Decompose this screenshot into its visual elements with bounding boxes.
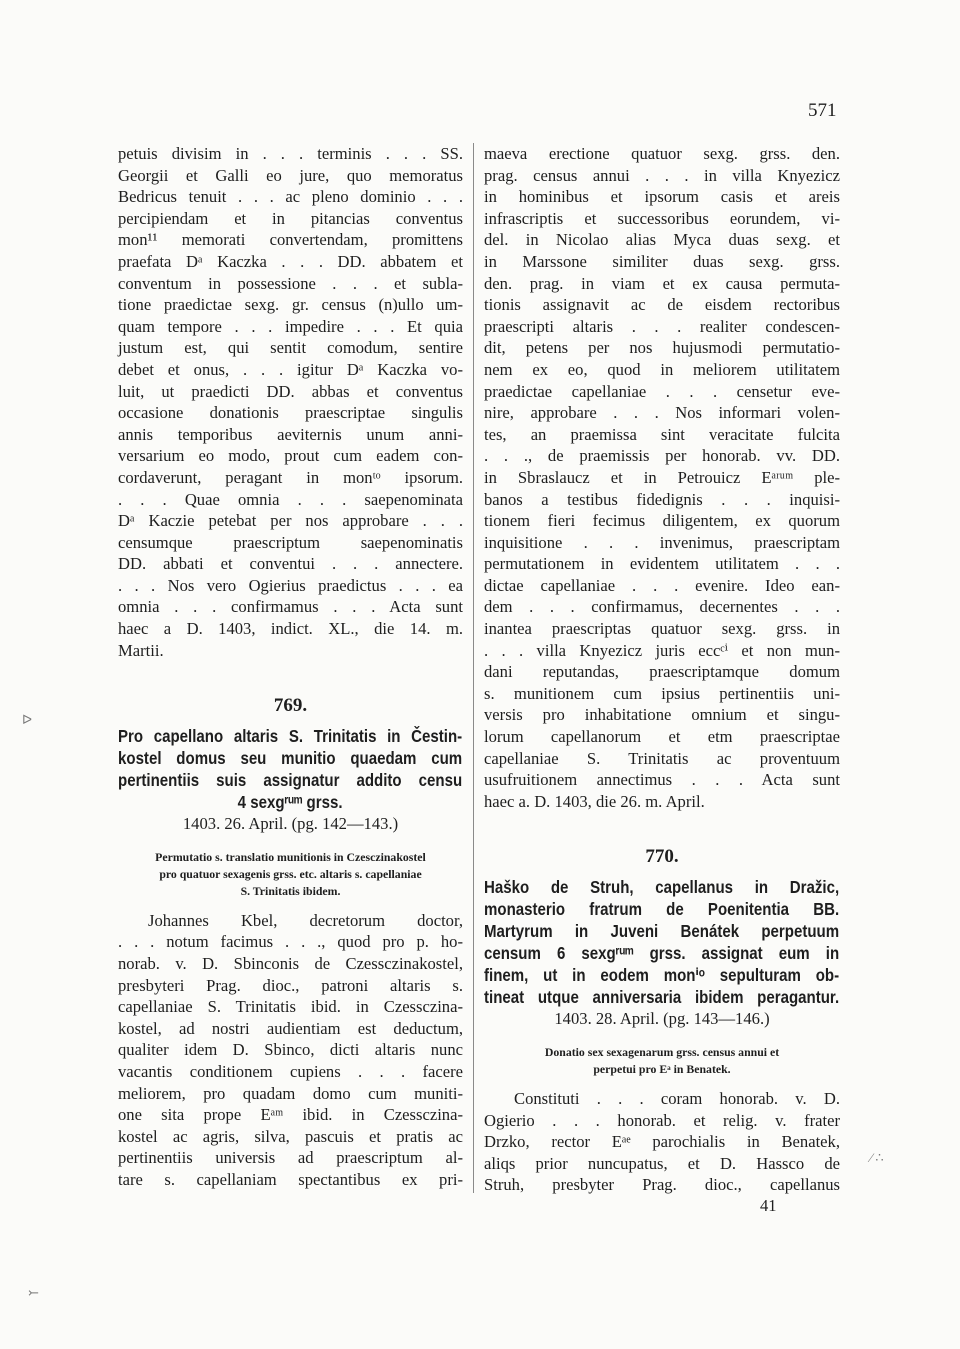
- text-line: Drzko, rector Eᵃᵉ parochialis in Benatek,: [484, 1132, 840, 1152]
- text-line: nem ex eo, quod in meliorem utilitatem: [484, 359, 840, 379]
- text-line: . . . Nos vero Ogierius praedictus . . . ea: [118, 575, 463, 595]
- summary-line: S. Trinitatis ibidem.: [240, 883, 341, 898]
- text-line: one sita prope Eᵃᵐ ibid. in Czessczina-: [118, 1105, 463, 1125]
- text-line: haec a D. 1403, indict. XL., die 14. m.: [118, 619, 463, 639]
- text-line: . . . Quae omnia . . . saepenominata: [118, 489, 463, 509]
- text-line: vacantis conditionem cupiens . . . facere: [118, 1062, 463, 1081]
- text-line: Dᵃ Kaczie petebat per nos approbare . . .: [118, 511, 463, 531]
- left-continuation-text: [118, 143, 463, 661]
- text-line: Ogierio . . . honorab. et relig. v. frater: [484, 1110, 840, 1130]
- text-line: justum est, qui sentit comodum, sentire: [118, 338, 463, 358]
- text-line: DD. abbati et conventui . . . annectere.: [118, 554, 463, 574]
- text-line: praescripti altaris . . . realiter condescen-: [484, 316, 840, 336]
- title-line: censum 6 sexgʳᵘᵐ grss. assignat eum in: [484, 943, 840, 964]
- text-line: quam tempore . . . impedire . . . Et quia: [118, 316, 463, 336]
- text-line: mon¹¹ memorati convertendam, promittens: [118, 230, 463, 250]
- title-line: kostel domus seu munitio quaedam cum: [118, 748, 463, 769]
- scan-mark: ᐅ: [22, 712, 32, 727]
- text-line: haec a. D. 1403, die 26. m. April.: [484, 791, 705, 811]
- document-body-770: [484, 1088, 840, 1196]
- text-line: aliqs prior nuncupatus, et D. Hassco de: [484, 1153, 840, 1173]
- scan-mark: ⤚: [28, 1285, 39, 1300]
- text-line: meliorem, pro quadam domo cum muniti-: [118, 1083, 463, 1103]
- text-line: Constituti . . . coram honorab. v. D.: [514, 1089, 840, 1108]
- document-number-769: 769.: [273, 695, 308, 717]
- title-line: pertinentiis suis assignatur addito censu: [118, 770, 463, 791]
- text-line: tione praedictae sexg. gr. census (n)ullo um-: [118, 295, 463, 315]
- summary-line: perpetui pro Eᵃ in Benatek.: [593, 1062, 731, 1076]
- summary-line: pro quatuor sexagenis grss. etc. altaris s. capellaniae: [159, 866, 422, 881]
- text-line: cordaverunt, peragant in monᵗᵒ ipsorum.: [118, 467, 463, 487]
- text-line: inantea praescriptas quatuor sexg. grss. in: [484, 619, 840, 639]
- text-line: omnia . . . confirmamus . . . Acta sunt: [118, 597, 463, 617]
- text-line: versis pro inhabitatione omnium et singu-: [484, 705, 840, 725]
- signature-mark: 41: [760, 1196, 777, 1215]
- text-line: maeva erectione quatuor sexg. grss. den.: [484, 144, 840, 163]
- text-line: . . . notum facimus . . ., quod pro p. ho-: [118, 932, 463, 952]
- text-line: capellaniae S. Trinitatis ac proventuum: [484, 748, 840, 768]
- document-summary-769: [118, 849, 463, 900]
- scan-mark: ⁄ ∴: [870, 1150, 884, 1165]
- text-line: kostel ac agris, silva, pascuis et pratis ac: [118, 1126, 463, 1146]
- text-line: qualiter idem D. Sbinco, dicti altaris nunc: [118, 1040, 463, 1060]
- document-summary-770: [484, 1044, 840, 1078]
- text-line: pertinentiis universis ad praescriptum al-: [118, 1148, 463, 1168]
- document-date-769: 1403. 26. April. (pg. 142—143.): [182, 814, 399, 834]
- text-line: den. prag. in viam et ex causa permuta-: [484, 273, 840, 293]
- text-line: dictae capellaniae . . . evenire. Ideo ean-: [484, 575, 840, 595]
- title-line: Pro capellano altaris S. Trinitatis in Čestin-: [118, 726, 463, 747]
- title-line: 4 sexgʳᵘᵐ grss.: [237, 792, 343, 813]
- text-line: Georgii et Galli eo jure, quo memoratus: [118, 165, 463, 185]
- text-line: Struh, presbyter Prag. dioc., capellanus: [484, 1175, 840, 1195]
- text-line: praedictae capellaniae . . . censetur eve-: [484, 381, 840, 401]
- text-line: usufruitionem annectimus . . . Acta sunt: [484, 770, 840, 790]
- document-date-770: 1403. 28. April. (pg. 143—146.): [554, 1009, 770, 1029]
- title-line: monasterio fratrum de Poenitentia BB.: [484, 899, 840, 920]
- document-title-769: [118, 725, 463, 813]
- text-line: tes, an praemissa sint veracitate fulcita: [484, 424, 840, 444]
- text-line: percipiendam et in pitancias conventus: [118, 208, 463, 228]
- text-line: tare s. capellaniam spectantibus ex pri-: [118, 1169, 463, 1189]
- text-line: debet et onus, . . . igitur Dᵃ Kaczka vo-: [118, 359, 463, 379]
- right-continuation-text: [484, 143, 840, 812]
- text-line: petuis divisim in . . . terminis . . . SS.: [118, 144, 463, 163]
- text-line: norab. v. D. Sbinconis de Czessczinakostel,: [118, 954, 463, 974]
- text-line: . . ., de praemissis per honorab. vv. DD.: [484, 446, 840, 466]
- title-line: Haško de Struh, capellanus in Dražic,: [484, 877, 840, 898]
- text-line: del. in Nicolao alias Myca duas sexg. et: [484, 230, 840, 250]
- text-line: permutationem in evidentem utilitatem . . .: [484, 554, 840, 574]
- document-number-770: 770.: [645, 846, 679, 868]
- text-line: inquisitione . . . invenimus, praescriptam: [484, 532, 840, 552]
- text-line: presbyteri Prag. dioc., patroni altaris s.: [118, 975, 463, 995]
- text-line: capellaniae S. Trinitatis ibid. in Czessczina-: [118, 997, 463, 1017]
- text-line: tionem fieri fecimus diligentem, ex quorum: [484, 511, 840, 531]
- text-line: s. munitionem cum ipsius pertinentiis uni-: [484, 683, 840, 703]
- text-line: infrascriptis et successoribus eorundem, vi-: [484, 208, 840, 228]
- right-column: [484, 143, 840, 1196]
- text-line: kostel, ad nostri audientiam est deductum,: [118, 1018, 463, 1038]
- text-line: annis temporibus aeviternis unum anni-: [118, 424, 463, 444]
- text-line: banos a testibus fidedignis . . . inquisi-: [484, 489, 840, 509]
- text-line: conventum in possessione . . . et subla-: [118, 273, 463, 293]
- title-line: tineat utque anniversaria ibidem peragantur.: [484, 987, 840, 1008]
- text-line: in hominibus et ipsorum casis et areis: [484, 187, 840, 207]
- text-line: Martii.: [118, 640, 164, 660]
- text-line: luit, ut praedicti DD. abbas et conventus: [118, 381, 463, 401]
- summary-line: Permutatio s. translatio munitionis in Czesczinakostel: [155, 849, 426, 864]
- title-line: finem, ut in eodem monⁱᵒ sepulturam ob-: [484, 965, 840, 986]
- column-divider: [473, 143, 474, 1193]
- text-line: dem . . . confirmamus, decernentes . . .: [484, 597, 840, 617]
- text-line: Johannes Kbel, decretorum doctor,: [148, 910, 463, 930]
- text-line: prag. census annui . . . in villa Knyezicz: [484, 165, 840, 185]
- document-body-769: [118, 910, 463, 1191]
- text-line: occasione donationis praescriptae singulis: [118, 403, 463, 423]
- summary-line: Donatio sex sexagenarum grss. census annui et: [544, 1045, 780, 1059]
- text-line: praefata Dᵃ Kaczka . . . DD. abbatem et: [118, 251, 463, 271]
- text-line: nire, approbare . . . Nos informari volen-: [484, 403, 840, 423]
- text-line: dit, petens per nos hujusmodi permutatio-: [484, 338, 840, 358]
- text-line: censumque praescriptum saepenominatis: [118, 532, 463, 552]
- text-line: dani reputandas, praescriptamque domum: [484, 662, 840, 682]
- text-line: in Sbraslaucz et in Petrouicz Eᵃʳᵘᵐ ple-: [484, 467, 840, 487]
- left-column: [118, 143, 463, 1191]
- text-line: versarium eo modo, prout cum eadem con-: [118, 446, 463, 466]
- text-line: Bedricus tenuit . . . ac pleno dominio . . .: [118, 187, 463, 207]
- text-line: . . . villa Knyezicz juris eccᶜⁱ et non mun-: [484, 640, 840, 660]
- text-line: lorum capellanorum et etm praescriptae: [484, 727, 840, 747]
- page-number: 571: [808, 100, 837, 121]
- text-line: tionis assignavit ac de eisdem rectoribus: [484, 295, 840, 315]
- text-line: in Marssone similiter duas sexg. grss.: [484, 251, 840, 271]
- title-line: Martyrum in Juveni Benátek perpetuum: [484, 921, 840, 942]
- document-title-770: [484, 876, 840, 1008]
